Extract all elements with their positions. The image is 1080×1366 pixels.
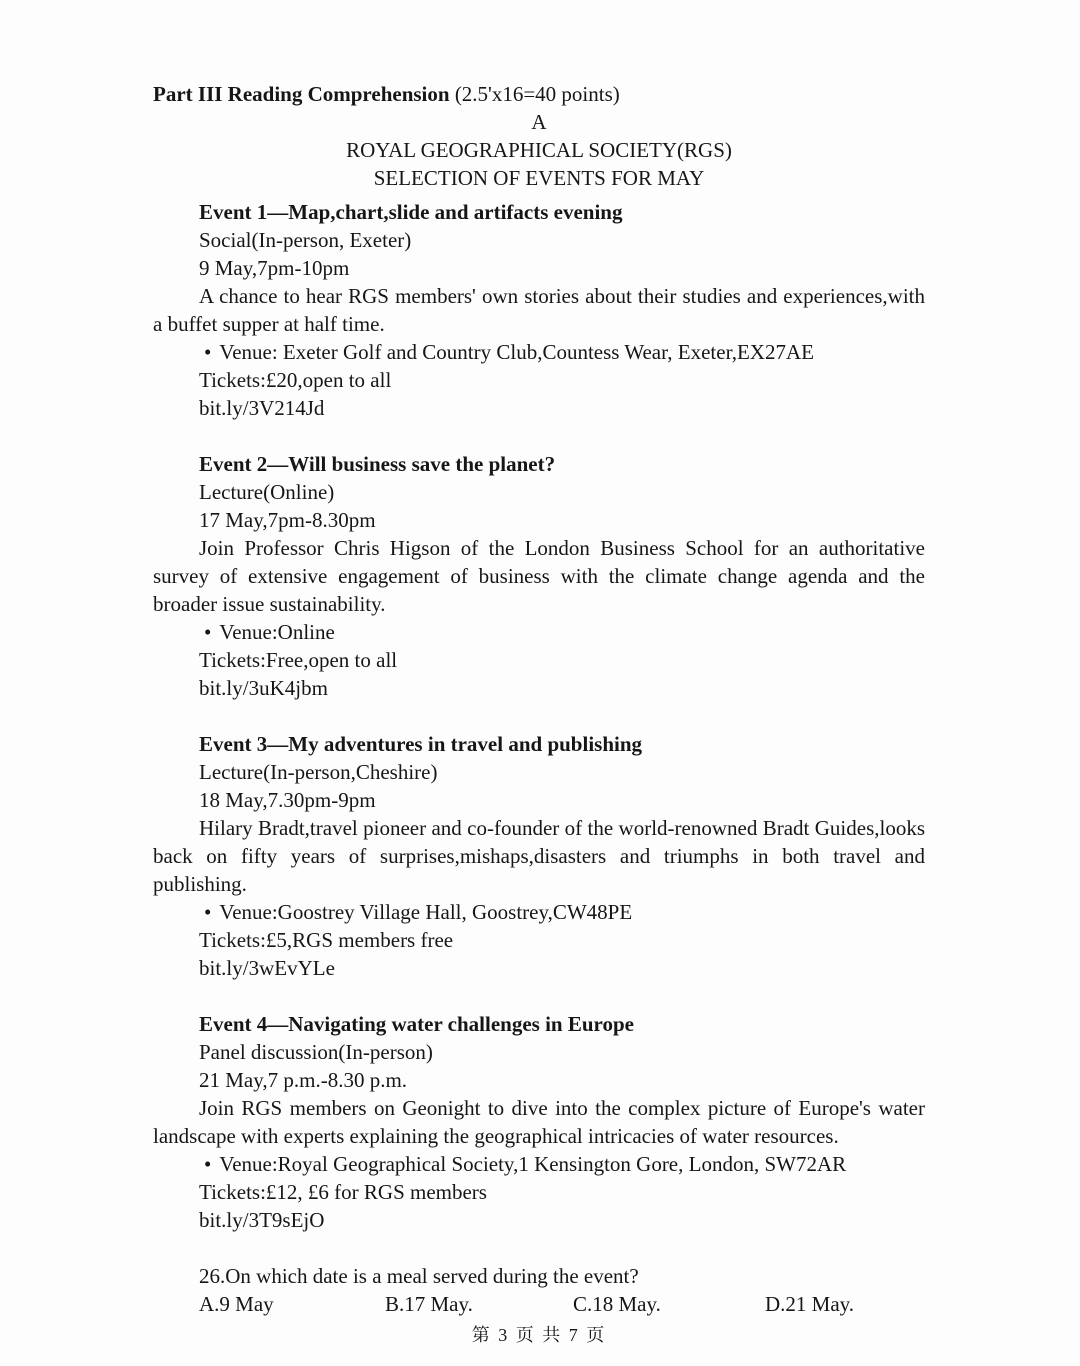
event-3-type: Lecture(In-person,Cheshire) xyxy=(199,760,438,784)
event-4-venue-line xyxy=(153,1150,925,1178)
event-block-3 xyxy=(153,730,925,982)
bullet-icon: • xyxy=(204,900,212,924)
event-2-type: Lecture(Online) xyxy=(199,480,335,504)
event-3-venue-line xyxy=(153,898,925,926)
event-4-venue: Venue:Royal Geographical Society,1 Kensington Gore, London, SW72AR xyxy=(219,1152,847,1176)
event-3-heading: Event 3—My adventures in travel and publishing xyxy=(199,732,643,756)
event-3-venue: Venue:Goostrey Village Hall, Goostrey,CW48PE xyxy=(219,900,633,924)
page-number-footer: 第 3 页 共 7 页 xyxy=(471,1325,607,1345)
passage-title-line1: ROYAL GEOGRAPHICAL SOCIETY(RGS) xyxy=(346,138,732,162)
event-1-datetime: 9 May,7pm-10pm xyxy=(199,256,350,280)
options-row xyxy=(153,1290,925,1318)
event-2-tickets: Tickets:Free,open to all xyxy=(199,648,398,672)
event-2-venue-line xyxy=(153,618,925,646)
event-block-2 xyxy=(153,450,925,702)
passage-title-line2: SELECTION OF EVENTS FOR MAY xyxy=(373,166,705,190)
event-4-type: Panel discussion(In-person) xyxy=(199,1040,433,1064)
event-1-venue: Venue: Exeter Golf and Country Club,Countess Wear, Exeter,EX27AE xyxy=(219,340,814,364)
event-1-tickets: Tickets:£20,open to all xyxy=(199,368,392,392)
event-2-description: Join Professor Chris Higson of the London Business School for an authoritative survey of extensive engagement of business with the climate change agenda and the broader issue sustainability. xyxy=(153,536,925,616)
event-3-datetime: 18 May,7.30pm-9pm xyxy=(199,788,376,812)
bullet-icon: • xyxy=(204,340,212,364)
question-text: 26.On which date is a meal served during the event? xyxy=(199,1264,639,1288)
event-3-link: bit.ly/3wEvYLe xyxy=(199,956,335,980)
question-block xyxy=(153,1262,925,1318)
option-b: B.17 May. xyxy=(385,1292,473,1316)
event-1-type: Social(In-person, Exeter) xyxy=(199,228,412,252)
event-2-venue: Venue:Online xyxy=(219,620,335,644)
event-1-venue-line xyxy=(153,338,925,366)
option-a: A.9 May xyxy=(199,1292,274,1316)
part-points: (2.5'x16=40 points) xyxy=(449,82,620,106)
event-block-1 xyxy=(153,198,925,422)
part-header xyxy=(153,80,925,108)
event-3-tickets: Tickets:£5,RGS members free xyxy=(199,928,454,952)
event-2-heading: Event 2—Will business save the planet? xyxy=(199,452,556,476)
event-1-heading: Event 1—Map,chart,slide and artifacts evening xyxy=(199,200,623,224)
part-title: Part III Reading Comprehension xyxy=(153,82,450,106)
event-4-tickets: Tickets:£12, £6 for RGS members xyxy=(199,1180,487,1204)
event-2-datetime: 17 May,7pm-8.30pm xyxy=(199,508,376,532)
option-d: D.21 May. xyxy=(765,1292,855,1316)
event-1-link: bit.ly/3V214Jd xyxy=(199,396,325,420)
event-1-description: A chance to hear RGS members' own stories about their studies and experiences,with a buffet supper at half time. xyxy=(153,284,925,336)
event-block-4 xyxy=(153,1010,925,1234)
section-letter: A xyxy=(531,110,547,134)
option-c: C.18 May. xyxy=(573,1292,661,1316)
event-4-link: bit.ly/3T9sEjO xyxy=(199,1208,325,1232)
event-3-description: Hilary Bradt,travel pioneer and co-founder of the world-renowned Bradt Guides,looks back on fifty years of surprises,mishaps,disasters and triumphs in both travel and publishing. xyxy=(153,816,925,896)
bullet-icon: • xyxy=(204,620,212,644)
event-4-description: Join RGS members on Geonight to dive into the complex picture of Europe's water landscape with experts explaining the geographical intricacies of water resources. xyxy=(153,1096,925,1148)
event-4-datetime: 21 May,7 p.m.-8.30 p.m. xyxy=(199,1068,408,1092)
bullet-icon: • xyxy=(204,1152,212,1176)
event-4-heading: Event 4—Navigating water challenges in Europe xyxy=(199,1012,634,1036)
event-2-link: bit.ly/3uK4jbm xyxy=(199,676,328,700)
